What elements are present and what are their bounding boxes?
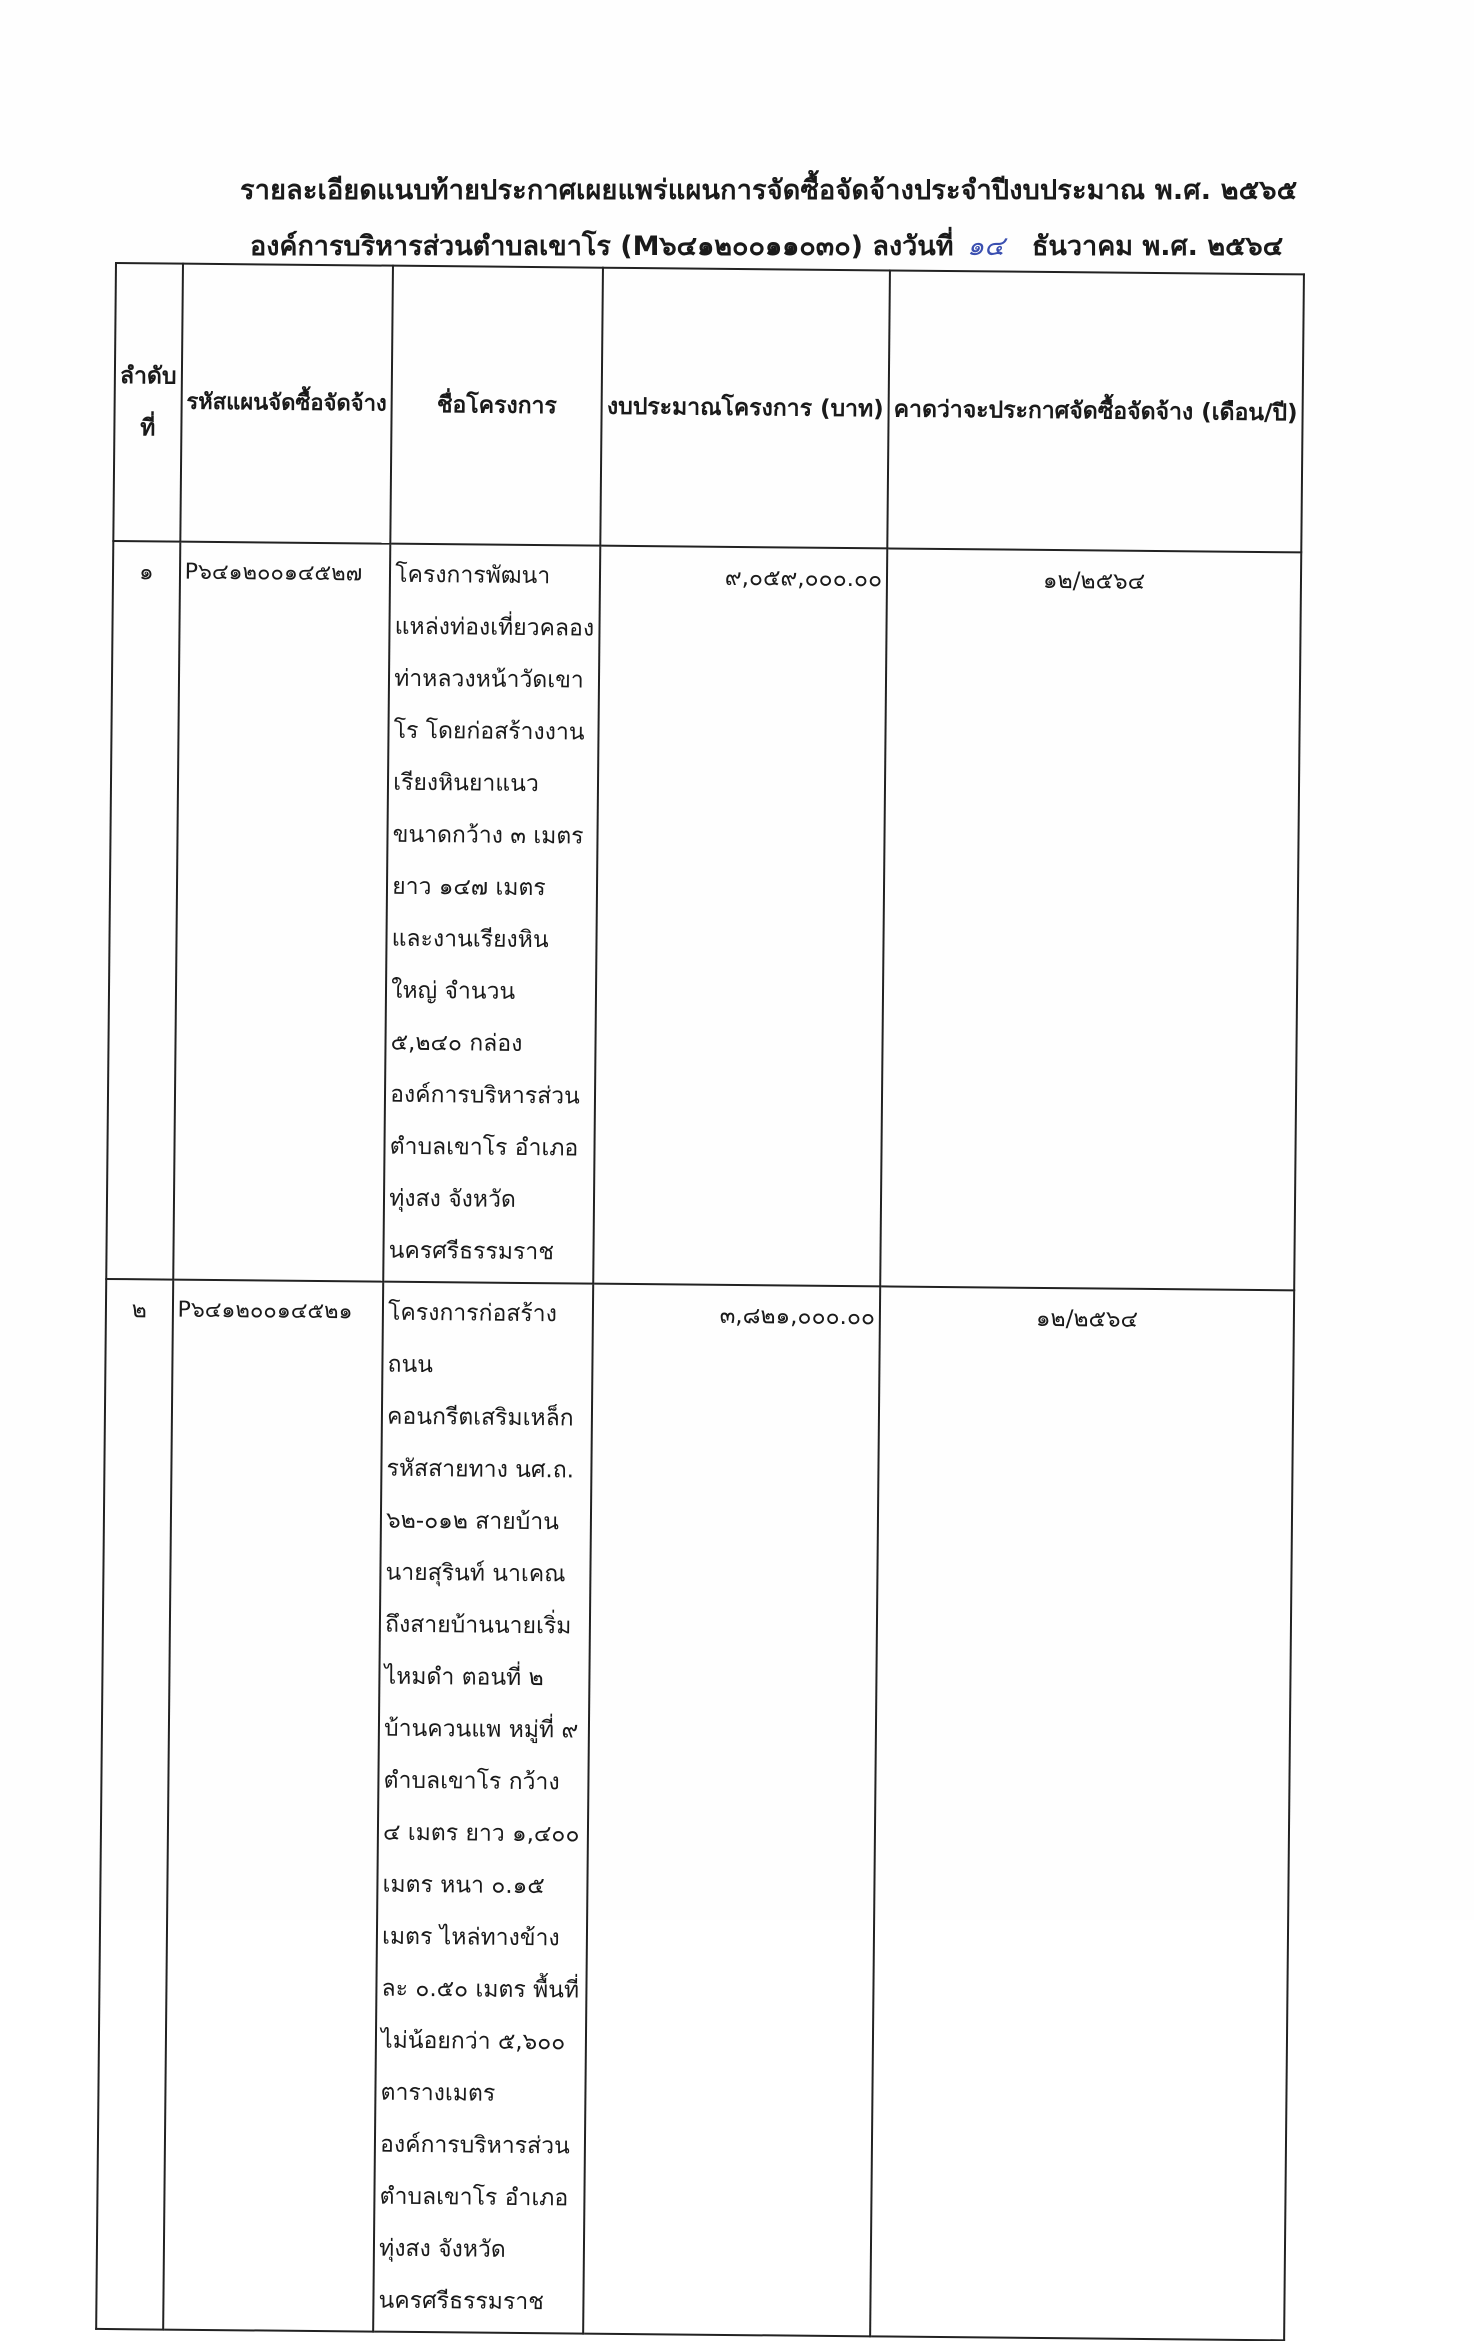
row-code: P๖๔๑๒๐๐๑๔๕๒๗ bbox=[173, 542, 391, 1282]
document-subtitle bbox=[250, 224, 1283, 267]
row-budget: ๙,๐๕๙,๐๐๐.๐๐ bbox=[594, 546, 888, 1287]
subtitle-suffix: ธันวาคม พ.ศ. ๒๕๖๔ bbox=[1031, 231, 1284, 262]
row-month: ๑๒/๒๕๖๔ bbox=[870, 1286, 1294, 2340]
row-name: โครงการก่อสร้างถนนคอนกรีตเสริมเหล็ก รหัสสายทาง นศ.ถ. ๖๒-๐๑๒ สายบ้านนายสุรินท์ นาเคณ ถึงสายบ้านนายเริ่ม ไหมดำ ตอนที่ ๒ บ้านควนแพ หมู่ที่ ๙ ตำบลเขาโร กว้าง ๔ เมตร ยาว ๑,๔๐๐ เมตร หนา ๐.๑๕ เมตร ไหล่ทางข้างละ ๐.๕๐ เมตร พื้นที่ไม่น้อยกว่า ๕,๖๐๐ ตารางเมตร องค์การบริหารส่วนตำบลเขาโร อำเภอทุ่งสง จังหวัดนครศรีธรรมราช bbox=[373, 1282, 593, 2334]
procurement-plan-table bbox=[95, 262, 1305, 2341]
scan-smudge bbox=[70, 35, 130, 65]
header-no: ลำดับที่ bbox=[113, 263, 182, 542]
document-title: รายละเอียดแนบท้ายประกาศเผยแพร่แผนการจัดซื้อจัดจ้างประจำปีงบประมาณ พ.ศ. ๒๕๖๕ bbox=[240, 175, 1298, 206]
row-name: โครงการพัฒนาแหล่งท่องเที่ยวคลองท่าหลวงหน้าวัดเขาโร โดยก่อสร้างงานเรียงหินยาแนว ขนาดกว้าง ๓ เมตร ยาว ๑๔๗ เมตร และงานเรียงหินใหญ่ จำนวน ๕,๒๔๐ กล่อง องค์การบริหารส่วนตำบลเขาโร อำเภอทุ่งสง จังหวัดนครศรีธรรมราช bbox=[383, 544, 600, 1284]
header-code: รหัสแผนจัดซื้อจัดจ้าง bbox=[180, 264, 393, 544]
header-budget: งบประมาณโครงการ (บาท) bbox=[601, 268, 890, 549]
header-name: ชื่อโครงการ bbox=[390, 266, 603, 546]
table-row bbox=[106, 541, 1301, 1290]
row-month: ๑๒/๒๕๖๔ bbox=[880, 548, 1301, 1290]
handwritten-day: ๑๔ bbox=[966, 231, 1005, 262]
header-month: คาดว่าจะประกาศจัดซื้อจัดจ้าง (เดือน/ปี) bbox=[887, 270, 1304, 552]
table-row bbox=[96, 1279, 1294, 2340]
table-header-row bbox=[113, 263, 1304, 552]
row-no: ๒ bbox=[96, 1279, 173, 2330]
row-no: ๑ bbox=[106, 541, 180, 1280]
row-budget: ๓,๘๒๑,๐๐๐.๐๐ bbox=[583, 1284, 880, 2337]
row-code: P๖๔๑๒๐๐๑๔๕๒๑ bbox=[163, 1280, 384, 2332]
subtitle-prefix: องค์การบริหารส่วนตำบลเขาโร (M๖๔๑๒๐๐๑๑๐๓๐) ลงวันที่ bbox=[250, 231, 954, 262]
